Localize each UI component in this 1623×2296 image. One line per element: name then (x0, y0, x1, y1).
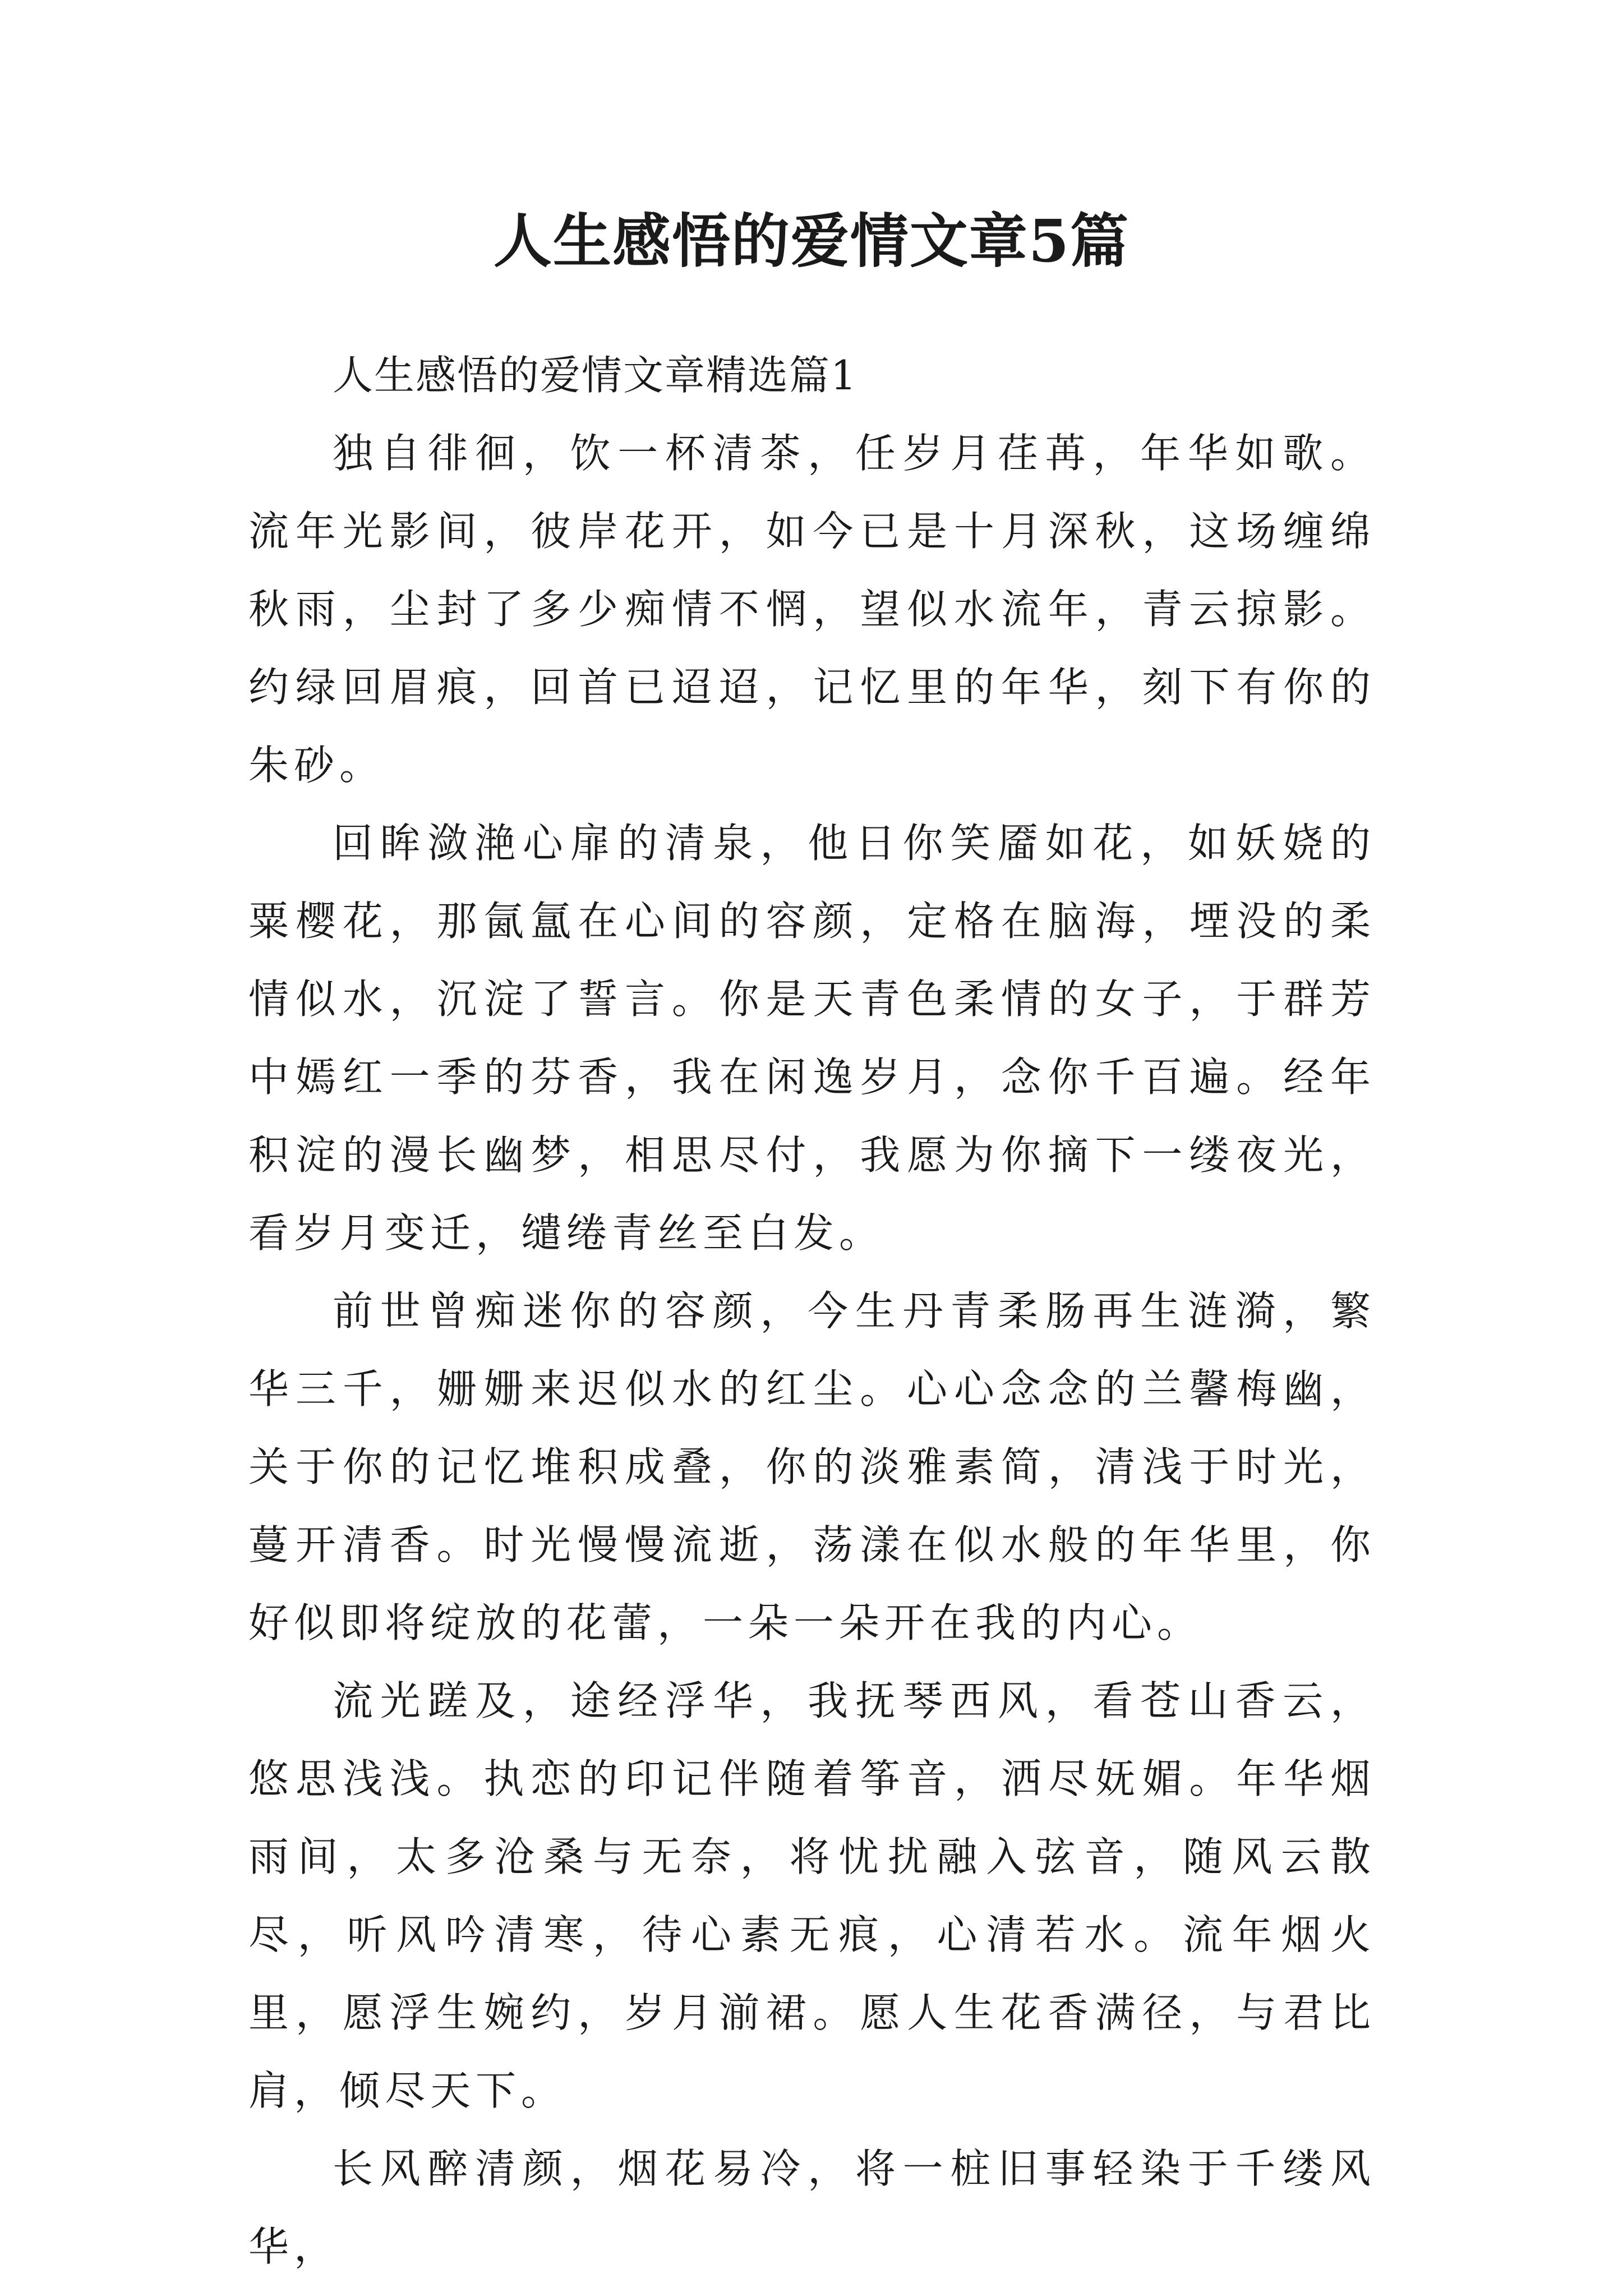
document-body (248, 337, 1376, 2286)
paragraph-1: 独自徘徊，饮一杯清茶，任岁月荏苒，年华如歌。流年光影间，彼岸花开，如今已是十月深秋，这场缠绵秋雨，尘封了多少痴情不惘，望似水流年，青云掠影。约绿回眉痕，回首已迢迢，记忆里的年华，刻下有你的朱砂。 (248, 430, 1376, 789)
paragraph-5: 长风醉清颜，烟花易冷，将一桩旧事轻染于千缕风华， (248, 2145, 1376, 2270)
paragraph-2: 回眸潋滟心扉的清泉，他日你笑靥如花，如妖娆的粟樱花，那氤氲在心间的容颜，定格在脑海，堙没的柔情似水，沉淀了誓言。你是天青色柔情的女子，于群芳中嫣红一季的芬香，我在闲逸岁月，念你千百遍。经年积淀的漫长幽梦，相思尽付，我愿为你摘下一缕夜光，看岁月变迁，缱绻青丝至白发。 (248, 820, 1376, 1257)
paragraph-3: 前世曾痴迷你的容颜，今生丹青柔肠再生涟漪，繁华三千，姗姗来迟似水的红尘。心心念念的兰馨梅幽，关于你的记忆堆积成叠，你的淡雅素简，清浅于时光，蔓开清香。时光慢慢流逝，荡漾在似水般的年华里，你好似即将绽放的花蕾，一朵一朵开在我的内心。 (248, 1287, 1376, 1646)
document-title: 人生感悟的爱情文章5篇 (493, 206, 1130, 275)
section-heading: 人生感悟的爱情文章精选篇1 (333, 352, 857, 399)
paragraph-4: 流光蹉及，途经浮华，我抚琴西风，看苍山香云，悠思浅浅。执恋的印记伴随着筝音，洒尽妩媚。年华烟雨间，太多沧桑与无奈，将忧扰融入弦音，随风云散尽，听风吟清寒，待心素无痕，心清若水。流年烟火里，愿浮生婉约，岁月湔裙。愿人生花香满径，与君比肩，倾尽天下。 (248, 1677, 1376, 2114)
